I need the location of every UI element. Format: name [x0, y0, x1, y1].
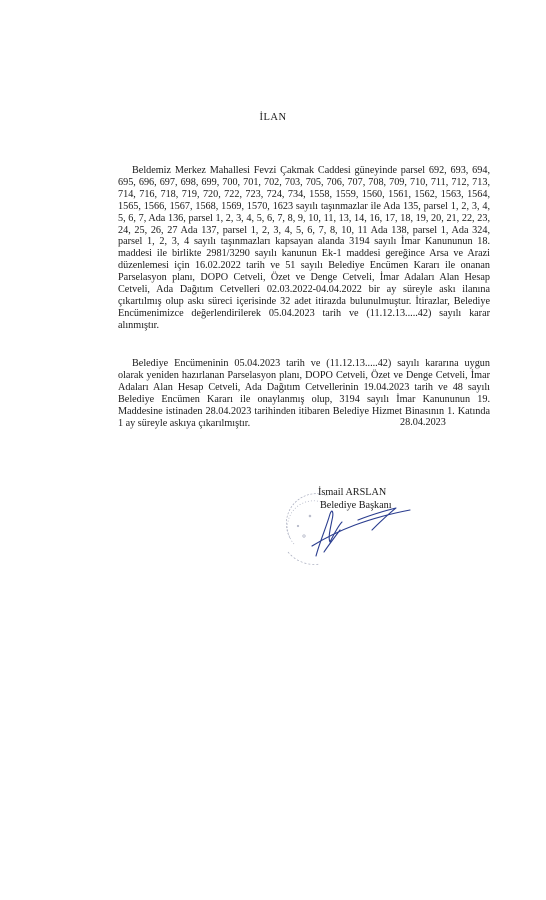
signatory-title: Belediye Başkanı: [320, 500, 392, 511]
paragraph-1: Beldemiz Merkez Mahallesi Fevzi Çakmak Caddesi güneyinde parsel 692, 693, 694, 695, 696, 697, 698, 699, 700, 701, 702, 703, 705, 706, 707, 708, 709, 710, 711, 712, 713, 714, 716, 718, 719, 720, 722, 723, 724, 734, 1558, 1559, 1560, 1561, 1562, 1563, 1564, 1565, 1566, 1567, 1568, 1569, 1570, 1623 sayılı taşınmazlar ile Ada 135, parsel 1, 2, 3, 4, 5, 6, 7, Ada 136, parsel 1, 2, 3, 4, 5, 6, 7, 8, 9, 10, 11, 13, 14, 16, 17, 18, 19, 20, 21, 22, 23, 24, 25, 26, 27 Ada 137, parsel 1, 2, 3, 4, 5, 6, 7, 8, 10, 11 Ada 138, parsel 1, Ada 324, parsel 1, 2, 3, 4 sayılı taşınmazları kapsayan alanda 3194 sayılı İmar Kanununun 18. maddesi ile birlikte 2981/3290 sayılı kanunun Ek-1 maddesi gereğince Arsa ve Arazi düzenlemesi için 16.02.2022 tarih ve 51 sayılı Belediye Encümen Kararı ile onanan Parselasyon planı, DOPO Cetveli, Özet ve Denge Cetveli, İmar Adaları Alan Hesap Cetveli, Ada Dağıtım Cetvelleri 02.03.2022-04.04.2022 bir ay süreyle askı ilanına çıkartılmış olup askı süreci içerisinde 32 adet itirazda bulunulmuştur. İtirazlar, Belediye Encümenimizce değerlendirilerek 05.04.2023 tarih ve (11.12.13.....42) sayılı karar alınmıştır.: [118, 165, 490, 331]
signature-stamp-icon: [268, 486, 418, 566]
signatory-name: İsmail ARSLAN: [318, 487, 387, 498]
document-date: 28.04.2023: [400, 417, 446, 428]
paragraph-2: Belediye Encümeninin 05.04.2023 tarih ve (11.12.13.....42) sayılı kararına uygun olarak yeniden hazırlanan Parselasyon planı, DOPO Cetveli, Özet ve Denge Cetveli, İmar Adaları Alan Hesap Cetveli, Ada Dağıtım Cetvellerinin 19.04.2023 tarih ve 48 sayılı Belediye Encümen Kararı ile onaylanmış olup, 3194 sayılı İmar Kanununun 19. Maddesine istinaden 28.04.2023 tarihinden itibaren Belediye Hizmet Binasının 1. Katında 1 ay süreyle askıya çıkarılmıştır.: [118, 358, 490, 429]
document-title: İLAN: [259, 112, 287, 123]
